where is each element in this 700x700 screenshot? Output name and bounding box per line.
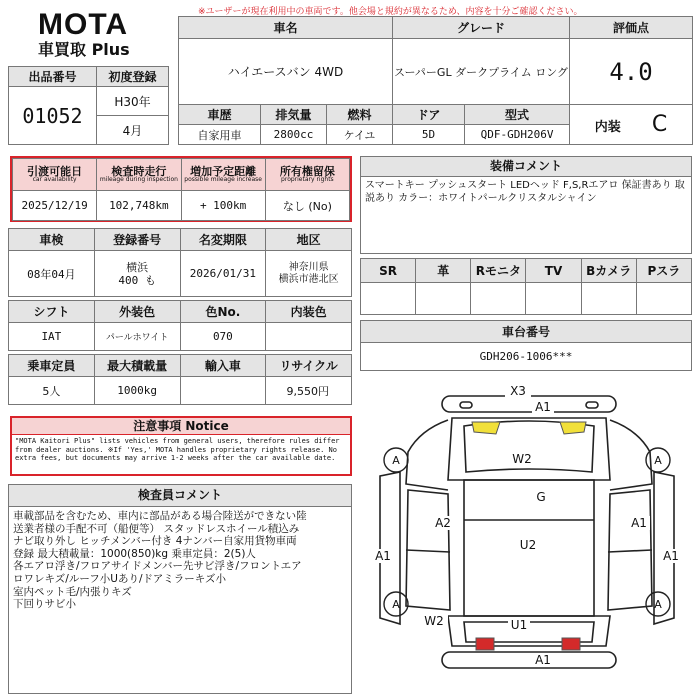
headlight-right: [560, 422, 586, 434]
displacement-value: 2800cc: [261, 125, 327, 145]
inspector-line: ナビ取り外し ヒッチメンバー付き 4ナンバー自家用貨物車両: [13, 535, 297, 548]
exterior-color-header: 外装色: [94, 301, 180, 323]
option-sr: SR: [361, 259, 416, 283]
shaken-value: 08年04月: [9, 251, 95, 297]
inspector-text: [9, 507, 351, 614]
recycle-header: リサイクル: [266, 355, 352, 377]
name-change-header: 名変期限: [180, 229, 266, 251]
delivery-table: [12, 158, 350, 221]
shift-value: IAT: [9, 323, 95, 351]
label-a1-right: A1: [631, 516, 647, 530]
listing-number-header: 出品番号: [9, 67, 97, 87]
recycle-value: 9,550円: [266, 377, 352, 405]
history-header: 車歴: [179, 105, 261, 125]
score-value: 4.0: [570, 39, 693, 105]
taillight-left: [476, 638, 494, 650]
inspector-box: [8, 484, 352, 694]
left-front-fender: [406, 420, 448, 490]
door-value: 5D: [393, 125, 465, 145]
label-x3: X3: [510, 384, 526, 398]
equipment-text: スマートキー プッシュスタート LEDヘッド F,S,Rエアロ 保証書あり 取説あり カラー：ホワイトパールクリスタルシャイン: [365, 180, 685, 204]
label-tire-rl: A: [392, 598, 400, 611]
grade-header: グレード: [393, 17, 570, 39]
logo-tagline: 車買取 Plus: [38, 40, 130, 59]
rear-bumper: [442, 652, 616, 668]
notice-title: 注意事項 Notice: [12, 418, 350, 435]
label-w2-rear: W2: [424, 614, 444, 628]
max-load-header: 最大積載量: [94, 355, 180, 377]
chassis-header: 車台番号: [361, 321, 692, 343]
first-reg-month: 4月: [97, 116, 169, 145]
equipment-header: 装備コメント: [361, 157, 691, 177]
seating-header: 乗車定員: [9, 355, 95, 377]
first-reg-header: 初度登録: [97, 67, 169, 87]
interior-label: 内装: [594, 120, 621, 135]
mileage-header: 検査時走行 mileage during inspection: [97, 159, 181, 191]
first-reg-year: H30年: [97, 87, 169, 116]
mota-logo: [38, 10, 148, 60]
chassis-table: [360, 320, 692, 371]
equipment-box: [360, 156, 692, 254]
listing-table: [8, 66, 169, 145]
chassis-value: GDH206-1006***: [361, 343, 692, 371]
fuel-header: 燃料: [327, 105, 393, 125]
front-emblem-r: [586, 402, 598, 408]
import-header: 輸入車: [180, 355, 266, 377]
label-a2-left: A2: [435, 516, 451, 530]
warning-text: ※ユーザーが現在利用中の車両です。他会場と規約が異なるため、内容を十分ご確認ください。: [198, 7, 583, 17]
availability-value: 2025/12/19: [13, 191, 97, 221]
right-front-fender: [610, 420, 652, 490]
shift-header: シフト: [9, 301, 95, 323]
mileage-increase-value: + 100km: [181, 191, 265, 221]
interior-grade: C: [651, 112, 668, 137]
headlight-left: [472, 422, 500, 434]
car-name-header: 車名: [179, 17, 393, 39]
label-g: G: [536, 490, 546, 504]
name-change-value: 2026/01/31: [180, 251, 266, 297]
registration-table: [8, 228, 352, 297]
capacity-table: [8, 354, 352, 405]
logo-text: MOTA: [38, 8, 129, 41]
color-no-header: 色No.: [180, 301, 266, 323]
front-emblem: [460, 402, 472, 408]
proprietary-rights-value: なし (No): [265, 191, 349, 221]
import-value: [180, 377, 266, 405]
listing-number: 01052: [9, 87, 97, 145]
label-u1: U1: [510, 618, 528, 632]
plate-header: 登録番号: [94, 229, 180, 251]
displacement-header: 排気量: [261, 105, 327, 125]
door-header: ドア: [393, 105, 465, 125]
label-a1-left: A1: [375, 549, 391, 563]
notice-box: [10, 416, 352, 476]
exterior-color-value: パールホワイト: [94, 323, 180, 351]
label-tire-fl: A: [392, 454, 400, 467]
availability-header: 引渡可能日 car availability: [13, 159, 97, 191]
inspector-line: 送業者様の手配不可（船便等） スタッドレスホイール積込み: [13, 522, 300, 535]
car-name-value: ハイエースバン 4WD: [179, 39, 393, 105]
spec-table: [8, 300, 352, 351]
history-value: 自家用車: [179, 125, 261, 145]
interior-color-value: [266, 323, 352, 351]
car-damage-diagram: [360, 380, 694, 698]
option-rear-monitor: Rモニタ: [471, 259, 526, 283]
area-header: 地区: [266, 229, 352, 251]
interior-cell: [570, 105, 693, 145]
fuel-value: ケイユ: [327, 125, 393, 145]
label-a1-left-low: A1: [663, 549, 679, 563]
grade-value: スーパーGL ダークプライム ロング: [393, 39, 570, 105]
inspector-line: 各エアロ浮き/フロアサイドメンバー先サビ浮き/フロントエア: [13, 560, 302, 573]
option-leather: 革: [416, 259, 471, 283]
shaken-header: 車検: [9, 229, 95, 251]
inspector-header: 検査員コメント: [9, 485, 351, 507]
options-table: [360, 258, 692, 315]
label-a1-rear: A1: [535, 653, 551, 667]
inspector-line: ロワレキズ/ルーフ小Uあり/ドアミラーキズ小: [13, 572, 226, 585]
option-power-slide: Pスラ: [636, 259, 691, 283]
mileage-increase-header: 増加予定距離 possible mileage increase: [181, 159, 265, 191]
model-code-header: 型式: [465, 105, 570, 125]
option-back-camera: Bカメラ: [581, 259, 636, 283]
label-a1-front: A1: [535, 400, 551, 414]
notice-text: "MOTA Kaitori Plus" lists vehicles from general users, therefore rules differ from dealer auctions. ※If 'Yes,' MOTA handles proprietary rights release. No extra fees, but documents may arrive 1-2 weeks after the car available date.: [15, 437, 340, 463]
inspector-line: 登録 最大積載量：1000(850)kg 乗車定員：2(5)人: [13, 547, 256, 560]
inspector-line: 室内ペット毛/内張りキズ: [13, 585, 132, 598]
model-code-value: QDF-GDH206V: [465, 125, 570, 145]
mileage-value: 102,748km: [97, 191, 181, 221]
option-tv: TV: [526, 259, 581, 283]
seating-value: 5人: [9, 377, 95, 405]
plate-value: 横浜 400 も: [94, 251, 180, 297]
score-header: 評価点: [570, 17, 693, 39]
taillight-right: [562, 638, 580, 650]
area-value: 神奈川県 横浜市港北区: [266, 251, 352, 297]
vehicle-table: [178, 16, 693, 145]
label-w2-front: W2: [512, 452, 532, 466]
label-tire-fr: A: [654, 454, 662, 467]
inspector-line: 下回りサビ小: [13, 598, 76, 611]
interior-color-header: 内装色: [266, 301, 352, 323]
label-tire-rr: A: [654, 598, 662, 611]
color-no-value: 070: [180, 323, 266, 351]
label-u2: U2: [519, 538, 537, 552]
proprietary-rights-header: 所有権留保 proprietary rights: [265, 159, 349, 191]
max-load-value: 1000kg: [94, 377, 180, 405]
inspector-line: 車載部品を含むため、車内に部品がある場合陸送ができない陸: [13, 510, 307, 522]
